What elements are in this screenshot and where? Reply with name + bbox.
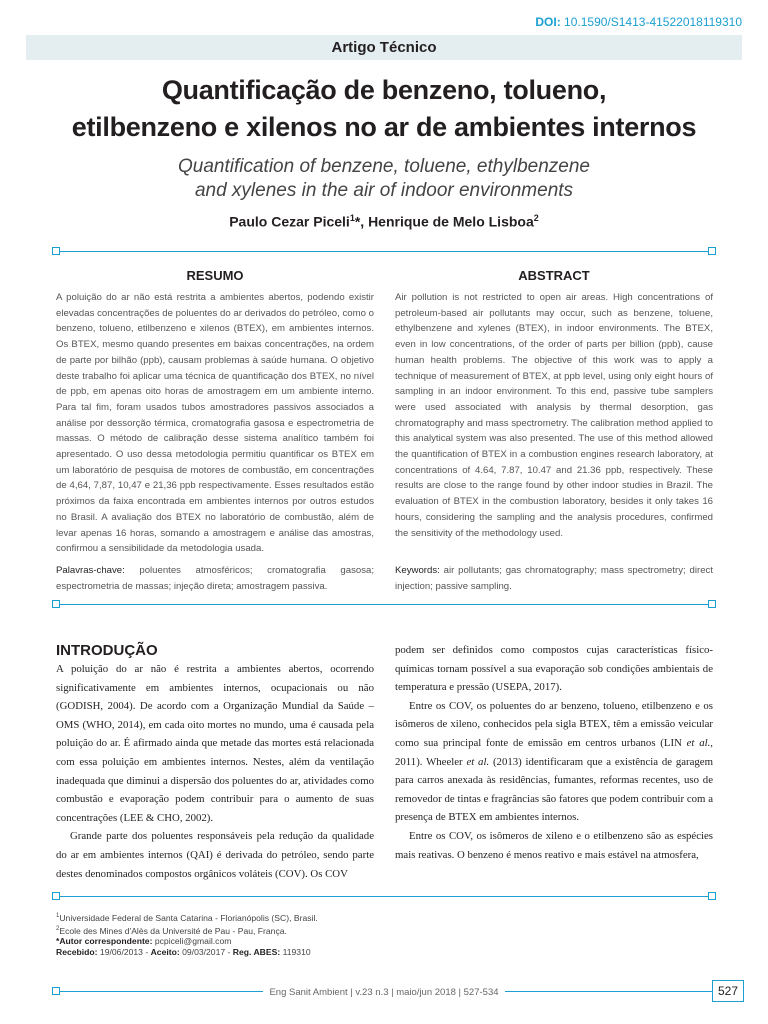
footnote-text: Universidade Federal de Santa Catarina - Florianópolis (SC), Brasil. — [59, 912, 318, 923]
accepted-date: 09/03/2017 - — [179, 947, 233, 958]
footnote-corresponding — [56, 936, 318, 947]
corresponding-email[interactable]: pcpiceli@gmail.com — [152, 936, 232, 947]
footnotes — [56, 911, 318, 958]
intro-left-column — [56, 660, 374, 883]
subtitle-line-2: and xylenes in the air of indoor environments — [194, 180, 574, 201]
footnote-label: Reg. ABES: — [232, 947, 281, 958]
text-run: (2013) identificaram que a existência de garagem para carros anexada às residências, fumantes, reformas recentes, uso de removedor de tintas e fragrâncias são fatores que podem contribuir com a presença de BTEX em ambientes internos. — [395, 755, 713, 824]
section-band: Artigo Técnico — [26, 35, 742, 60]
footnote-label: *Autor correspondente: — [56, 936, 153, 947]
author-1-star: *, — [354, 213, 369, 230]
footnote-text: Ecole des Mines d'Alès da Université de Pau - Pau, França. — [59, 925, 287, 936]
footnote-label: Recebido: — [56, 947, 98, 958]
rule-marker-right — [708, 600, 716, 608]
rule-marker-left — [52, 600, 60, 608]
text-run-italic: et al. — [686, 736, 711, 749]
intro-right-column — [395, 641, 713, 864]
intro-paragraph: podem ser definidos como compostos cujas características físico-químicas tornam possível a sua evaporação sob condições ambientais de temperatura e pressão (USEPA, 2017). — [395, 644, 713, 694]
intro-paragraph: Grande parte dos poluentes responsáveis pela redução da qualidade do ar em ambientes internos (QAI) é derivada do petróleo, sendo parte destes denominados compostos orgânicos voláteis (COV). Os COV — [56, 830, 374, 880]
article-subtitle — [0, 155, 768, 203]
keywords-en: air pollutants; gas chromatography; mass spectrometry; direct injection; passive sampling. — [395, 565, 713, 592]
doi-label: DOI: — [535, 15, 561, 29]
author-1: Paulo Cezar Piceli — [229, 213, 350, 230]
text-run-italic: et al. — [466, 755, 490, 768]
title-line-2: etilbenzeno e xilenos no ar de ambientes internos — [71, 112, 697, 142]
intro-paragraph — [395, 697, 713, 827]
rule-marker-left — [52, 892, 60, 900]
footnote-dates — [56, 947, 318, 958]
footnote-affiliation-1 — [56, 911, 318, 924]
resumo-heading: RESUMO — [186, 268, 244, 283]
keywords-label-pt: Palavras-chave: — [56, 565, 125, 576]
text-run: , 2011). Wheeler — [395, 736, 713, 768]
subtitle-line-1: Quantification of benzene, toluene, ethylbenzene — [178, 156, 590, 177]
journal-citation: Eng Sanit Ambient | v.23 n.3 | maio/jun 2018 | 527-534 — [263, 987, 504, 998]
author-2: Henrique de Melo Lisboa — [368, 213, 534, 230]
rule-marker-right — [708, 247, 716, 255]
authors — [0, 213, 768, 230]
footnote-label: Aceito: — [150, 947, 180, 958]
footnote-marker: 2 — [56, 925, 60, 932]
registration-number: 119310 — [280, 947, 311, 958]
intro-heading: INTRODUÇÃO — [56, 642, 158, 659]
intro-paragraph: A poluição do ar não é restrita a ambientes abertos, ocorrendo significativamente em ambientes internos, ocupacionais ou não (GODISH, 2004). De acordo com a Organização Mundial da Saúde – OMS (WHO, 2014), em cada oito mortes no mundo, uma é causada pela poluição do ar. É afirmado ainda que metade das mortes está relacionada com essa poluição em ambientes internos. Nestes, além da ventilação inadequada que diminui a dispersão dos poluentes do ar, atividades como combustão e evaporação podem contribuir para o aumento de suas concentrações (LEE & CHO, 2002). — [56, 663, 374, 824]
author-1-affil: 1 — [349, 213, 355, 223]
divider-footnotes — [56, 896, 712, 897]
abstract-heading: ABSTRACT — [518, 268, 590, 283]
received-date: 19/06/2013 - — [97, 947, 151, 958]
resumo-text: A poluição do ar não está restrita a ambientes abertos, podendo existir elevadas concentrações de poluentes do ar derivados do petróleo, como o benzeno, tolueno, etilbenzeno e xilenos (BTEX), em ambientes internos. Os BTEX, mesmo quando presentes em baixas concentrações, na ordem de parte por bilhão (ppb), causam problemas à saúde humana. O objetivo deste trabalho foi aplicar uma técnica de quantificação dos BTEX, no nível de ppb, em apenas oito horas de amostragem em um ambiente interno. Para tal fim, foram usados tubos amostradores passivos associados a análise por dessorção térmica, cromatografia gasosa e espectrometria de massas. O método de calibração desse sistema analítico também foi apresentado. O uso dessa metodologia permitiu quantificar os BTEX em um laboratório de pesquisa de motores de combustão, em concentrações de 4,64, 7,87, 10,47 e 21,36 ppb respectivamente. Esses resultados estão próximos da faixa encontrada em ambientes internos por outros estudos no Brasil. A avaliação dos BTEX no laboratório de combustão, além de levar apenas 16 horas, somando a amostragem e análise das amostras, confirmou a sensibilidade da metodologia usada. — [56, 292, 374, 555]
author-2-affil: 2 — [533, 213, 539, 223]
keywords-label-en: Keywords: — [395, 565, 440, 576]
footer-journal — [0, 987, 768, 998]
resumo-keywords — [56, 563, 374, 594]
keywords-pt: poluentes atmosféricos; cromatografia gasosa; espectrometria de massas; injeção direta; amostragem passiva. — [56, 565, 374, 592]
abstract-keywords — [395, 563, 713, 594]
doi-value[interactable]: 10.1590/S1413-41522018119310 — [564, 15, 742, 29]
abstract-text: Air pollution is not restricted to open air areas. High concentrations of petroleum-based air pollutants may occur, such as benzene, toluene, ethylbenzene and xylenes (BTEX), in indoor environments. The BTEX, even in low concentrations, of the order of parts per billion (ppb), cause human health problems. The objective of this work was to apply a technique of measurement of BTEX, at ppb level, using only eight hours of sampling in an indoor environment. To this end, passive tube samplers were used associated with analysis by thermal desorption, gas chromatography and mass spectrometry. The calibration method applied to this analytical system was also presented. The use of this method allowed the quantification of BTEX in a combustion engines research laboratory, at concentrations of 4.64, 7.87, 10.47 and 21.36 ppb, respectively. These results are close to the range found by other indoor studies in Brazil. The evaluation of BTEX in the combustion laboratory, besides it only takes 16 hours, considering the sampling and the analysis procedures, confirmed the sensitivity of the methodology used. — [395, 292, 714, 539]
article-title — [0, 72, 768, 146]
footnote-affiliation-2 — [56, 924, 318, 937]
text-run: Entre os COV, os poluentes do ar benzeno, tolueno, etilbenzeno e os isômeros de xileno, conhecidos pela sigla BTEX, têm a emissão veicular como sua principal fonte de emissão em centros urbanos (LIN — [395, 699, 713, 749]
rule-marker-left — [52, 247, 60, 255]
divider-top — [56, 251, 712, 252]
page-number: 527 — [712, 980, 744, 1002]
doi-line[interactable] — [535, 15, 742, 29]
footnote-marker: 1 — [56, 913, 60, 919]
title-line-1: Quantificação de benzeno, tolueno, — [161, 75, 607, 105]
rule-marker-right — [708, 892, 716, 900]
intro-paragraph: Entre os COV, os isômeros de xileno e o etilbenzeno são as espécies mais reativas. O benzeno é menos reativo e mais estável na atmosfera, — [395, 829, 713, 861]
divider-middle — [56, 604, 712, 605]
